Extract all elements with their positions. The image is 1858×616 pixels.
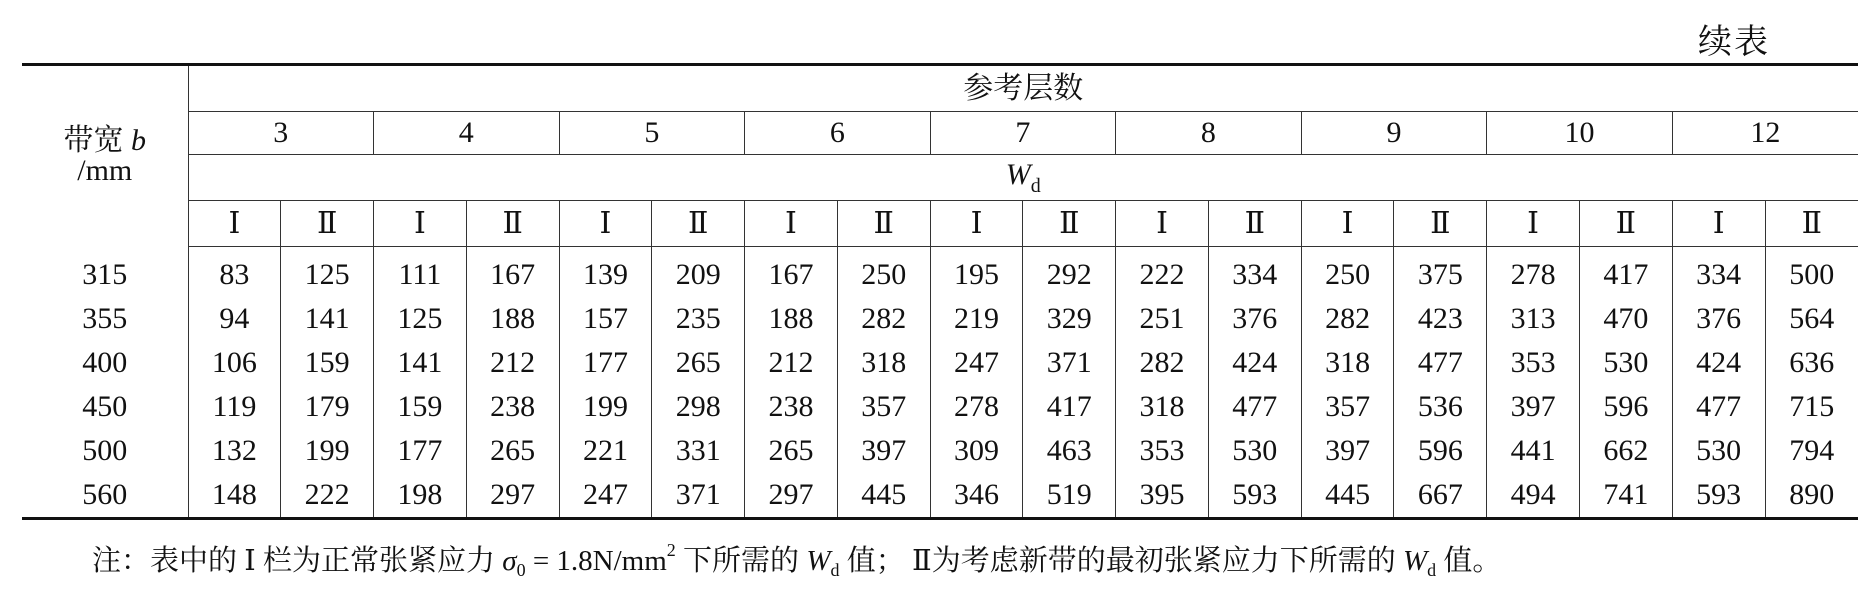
layer-header-3: 6 [745,112,931,155]
value-cell: 235 [652,297,745,341]
value-cell: 530 [1579,341,1672,385]
quantity-symbol: W [1005,157,1031,191]
subcol-header: Ⅰ [374,201,467,247]
value-cell: 309 [930,429,1023,473]
value-cell: 188 [745,297,838,341]
value-cell: 741 [1579,473,1672,519]
value-cell: 199 [559,385,652,429]
value-cell: 500 [1765,247,1858,298]
table-row [22,429,1858,473]
value-cell: 238 [745,385,838,429]
subcol-header: Ⅰ [1672,201,1765,247]
note-col-2: Ⅱ [912,545,932,577]
value-cell: 188 [466,297,559,341]
value-cell: 477 [1672,385,1765,429]
value-cell: 177 [374,429,467,473]
value-cell: 375 [1394,247,1487,298]
value-cell: 593 [1672,473,1765,519]
row-width-cell: 450 [82,390,128,423]
value-cell: 376 [1208,297,1301,341]
layer-header-1: 4 [374,112,560,155]
value-cell: 159 [281,341,374,385]
value-cell: 313 [1487,297,1580,341]
value-cell: 463 [1023,429,1116,473]
value-cell: 395 [1116,473,1209,519]
value-cell: 132 [188,429,281,473]
value-cell: 265 [466,429,559,473]
value-cell: 334 [1208,247,1301,298]
subcol-header: Ⅰ [1301,201,1394,247]
subcol-header: Ⅰ [1487,201,1580,247]
layer-header-8: 12 [1672,112,1858,155]
value-cell: 397 [837,429,930,473]
value-cell: 536 [1394,385,1487,429]
row-header-label: 带宽 [63,124,124,158]
value-cell: 397 [1487,385,1580,429]
value-cell: 247 [930,341,1023,385]
subcol-header: Ⅰ [188,201,281,247]
value-cell: 141 [281,297,374,341]
table-row [22,247,1858,298]
value-cell: 794 [1765,429,1858,473]
value-cell: 424 [1672,341,1765,385]
value-cell: 530 [1672,429,1765,473]
value-cell: 282 [837,297,930,341]
subcol-header: Ⅱ [837,201,930,247]
note-text-6: 为考虑新带的最初张紧应力下所需的 [931,545,1396,577]
note-text-5: 值； [839,545,905,577]
value-cell: 417 [1579,247,1672,298]
subcol-header: Ⅱ [652,201,745,247]
value-cell: 251 [1116,297,1209,341]
value-cell: 157 [559,297,652,341]
value-cell: 596 [1579,385,1672,429]
value-cell: 334 [1672,247,1765,298]
value-cell: 445 [1301,473,1394,519]
value-cell: 177 [559,341,652,385]
value-cell: 470 [1579,297,1672,341]
value-cell: 494 [1487,473,1580,519]
value-cell: 167 [745,247,838,298]
value-cell: 357 [837,385,930,429]
layer-header-4: 7 [930,112,1116,155]
value-cell: 353 [1487,341,1580,385]
value-cell: 477 [1208,385,1301,429]
table-row [22,473,1858,519]
value-cell: 297 [466,473,559,519]
subcol-header: Ⅱ [466,201,559,247]
layer-header-2: 5 [559,112,745,155]
subcol-header: Ⅱ [1579,201,1672,247]
note-text-1: 注：表中的 [92,545,238,577]
note-col-1: Ⅰ [244,545,256,577]
value-cell: 106 [188,341,281,385]
table-row [22,297,1858,341]
row-width-cell: 500 [82,434,128,467]
value-cell: 519 [1023,473,1116,519]
row-header-cell [22,65,188,247]
note-sigma: σ [502,545,517,577]
value-cell: 265 [652,341,745,385]
value-cell: 417 [1023,385,1116,429]
value-cell: 212 [466,341,559,385]
value-cell: 636 [1765,341,1858,385]
wd-table [22,63,1858,520]
value-cell: 596 [1394,429,1487,473]
value-cell: 94 [188,297,281,341]
subcol-header: Ⅱ [1023,201,1116,247]
note-w-sub: d [830,560,840,580]
value-cell: 125 [281,247,374,298]
value-cell: 282 [1116,341,1209,385]
value-cell: 397 [1301,429,1394,473]
value-cell: 371 [1023,341,1116,385]
value-cell: 198 [374,473,467,519]
value-cell: 357 [1301,385,1394,429]
group-header: 参考层数 [188,65,1858,112]
value-cell: 477 [1394,341,1487,385]
value-cell: 292 [1023,247,1116,298]
quantity-subscript: d [1030,174,1041,197]
value-cell: 318 [837,341,930,385]
layer-header-5: 8 [1116,112,1302,155]
table-row [22,341,1858,385]
value-cell: 141 [374,341,467,385]
value-cell: 195 [930,247,1023,298]
value-cell: 371 [652,473,745,519]
value-cell: 318 [1301,341,1394,385]
value-cell: 238 [466,385,559,429]
row-header-unit: /mm [77,154,133,188]
row-width-cell: 355 [82,302,128,335]
value-cell: 424 [1208,341,1301,385]
value-cell: 179 [281,385,374,429]
note-text-7: 值。 [1436,545,1502,577]
note-w: W [806,545,831,577]
value-cell: 662 [1579,429,1672,473]
subcol-header: Ⅱ [1765,201,1858,247]
value-cell: 318 [1116,385,1209,429]
row-header-variable: b [131,124,146,158]
value-cell: 593 [1208,473,1301,519]
table-note [92,538,1501,581]
value-cell: 222 [281,473,374,519]
value-cell: 715 [1765,385,1858,429]
layer-header-6: 9 [1301,112,1487,155]
value-cell: 278 [930,385,1023,429]
value-cell: 222 [1116,247,1209,298]
value-cell: 282 [1301,297,1394,341]
value-cell: 111 [374,247,467,298]
value-cell: 441 [1487,429,1580,473]
value-cell: 221 [559,429,652,473]
value-cell: 250 [837,247,930,298]
value-cell: 265 [745,429,838,473]
table-row [22,385,1858,429]
value-cell: 247 [559,473,652,519]
value-cell: 331 [652,429,745,473]
value-cell: 167 [466,247,559,298]
value-cell: 139 [559,247,652,298]
note-power: 2 [666,540,676,560]
value-cell: 564 [1765,297,1858,341]
row-width-cell: 315 [82,257,128,291]
value-cell: 212 [745,341,838,385]
value-cell: 376 [1672,297,1765,341]
value-cell: 199 [281,429,374,473]
value-cell: 83 [188,247,281,298]
value-cell: 353 [1116,429,1209,473]
subcol-header: Ⅱ [1394,201,1487,247]
value-cell: 250 [1301,247,1394,298]
value-cell: 119 [188,385,281,429]
subcol-header: Ⅰ [559,201,652,247]
value-cell: 297 [745,473,838,519]
value-cell: 890 [1765,473,1858,519]
note-text-4: 下所需的 [683,545,800,577]
value-cell: 346 [930,473,1023,519]
layer-header-7: 10 [1487,112,1673,155]
value-cell: 278 [1487,247,1580,298]
subcol-header: Ⅱ [1208,201,1301,247]
note-text-2: 栏为正常张紧应力 [262,545,495,577]
value-cell: 209 [652,247,745,298]
subcol-header: Ⅱ [281,201,374,247]
value-cell: 298 [652,385,745,429]
subcol-header: Ⅰ [930,201,1023,247]
value-cell: 530 [1208,429,1301,473]
note-sigma-sub: 0 [516,560,526,580]
value-cell: 219 [930,297,1023,341]
value-cell: 445 [837,473,930,519]
subcol-header: Ⅰ [745,201,838,247]
layer-header-0: 3 [188,112,374,155]
note-w2: W [1402,545,1428,577]
value-cell: 423 [1394,297,1487,341]
note-text-3: = 1.8N/mm [525,545,667,577]
row-width-cell: 400 [82,346,128,379]
value-cell: 667 [1394,473,1487,519]
note-w2-sub: d [1427,560,1437,580]
row-width-cell: 560 [22,473,188,519]
quantity-header [188,155,1858,201]
subcol-header: Ⅰ [1116,201,1209,247]
value-cell: 148 [188,473,281,519]
value-cell: 125 [374,297,467,341]
value-cell: 159 [374,385,467,429]
value-cell: 329 [1023,297,1116,341]
continued-label: 续表 [1698,24,1770,61]
